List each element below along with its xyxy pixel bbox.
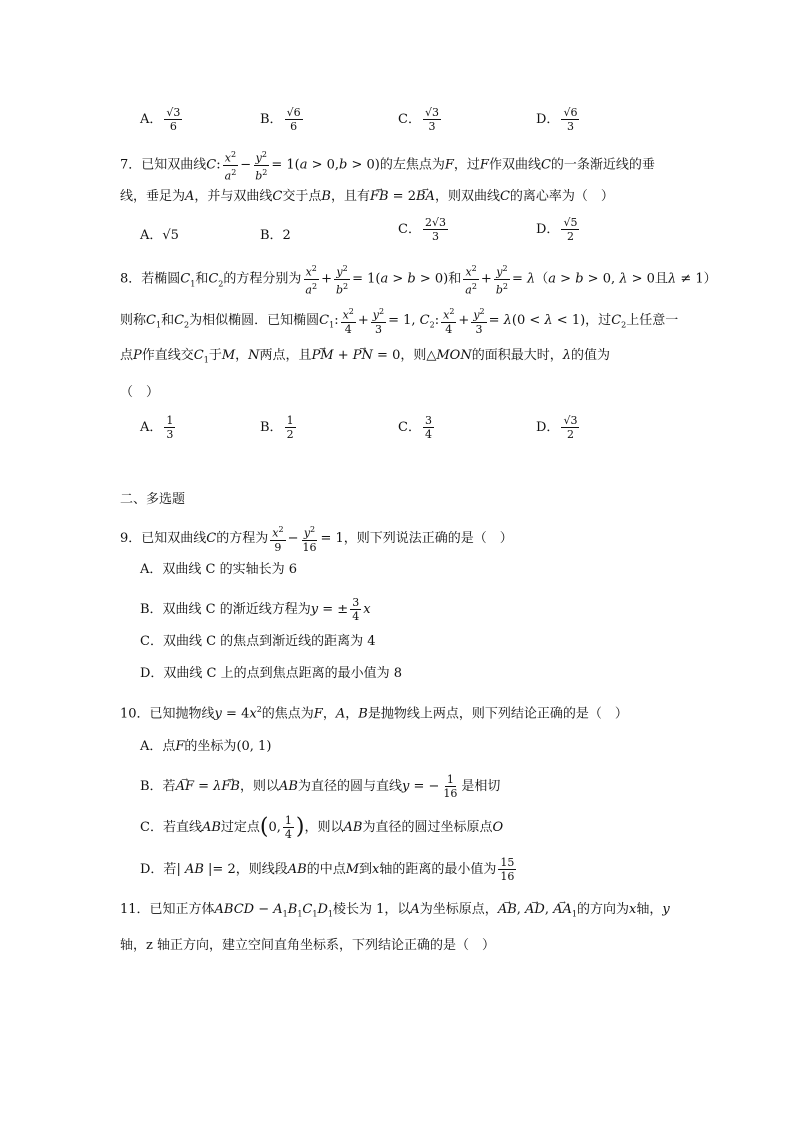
option-label: B． — [260, 112, 283, 127]
q10-stem: 10．已知抛物线$y = 4x^2$的焦点为F，A，B是抛物线上两点，则下列结论正确的是（ ） — [120, 705, 628, 722]
q9-option-b: B．双曲线 C 的渐近线方程为y = ± $\frac{3}{4}$ x — [140, 596, 371, 623]
q6-option-a — [140, 106, 184, 133]
fraction: $\frac{√3}{2}$ — [563, 414, 578, 441]
fraction: $\frac{x^2}{a^2}$ — [224, 150, 237, 183]
fraction: $\frac{x^2}{4}$ — [443, 307, 455, 336]
fraction: $\frac{y^2}{16}$ — [302, 525, 317, 554]
q9-option-c: C．双曲线 C 的焦点到渐近线的距离为 4 — [140, 634, 376, 649]
q8-option-d: D． $\frac{√3}{2}$ — [536, 414, 578, 441]
q6-option-b — [260, 106, 305, 133]
fraction: $\frac{x^2}{9}$ — [272, 525, 284, 554]
fraction: $\frac{1}{3}$ — [166, 414, 174, 441]
q8-stem-line4: （ ） — [120, 385, 160, 400]
fraction: $\frac{y^2}{3}$ — [372, 307, 385, 336]
section-heading: 二、多选题 — [120, 492, 186, 507]
q8-option-a: A． $\frac{1}{3}$ — [140, 414, 174, 441]
q6-option-d — [536, 106, 581, 133]
fraction: $\frac{1}{2}$ — [286, 414, 294, 441]
fraction: $\frac{x^2}{a^2}$ — [305, 264, 318, 297]
option-label: A． — [140, 112, 163, 127]
q7-option-d: D． $\frac{√5}{2}$ — [536, 216, 578, 243]
q9-option-a: A．双曲线 C 的实轴长为 6 — [140, 562, 298, 577]
fraction: $\frac{3}{4}$ — [352, 596, 360, 623]
q10-option-c: C．若直线AB过定点(0, $\frac{1}{4}$ )，则以AB为直径的圆过坐标原点O — [140, 814, 504, 841]
fraction: $\frac{y^2}{3}$ — [473, 307, 485, 336]
q7-option-a: A．√5 — [140, 228, 179, 243]
q7-stem-line1: 7．已知双曲线C: $\frac{x^2}{a^2}$ − $\frac{y^2}{b^2}$ = 1(a > 0,b > 0)的左焦点为F，过F作双曲线C的一条渐近线的垂 — [120, 150, 655, 183]
fraction: $\frac{1}{4}$ — [284, 814, 292, 841]
fraction: $\frac{√5}{2}$ — [563, 216, 578, 243]
q8-stem-line2: 则称$C_1$和$C_2$为相似椭圆．已知椭圆$C_1$: $\frac{x^2}{4}$ + $\frac{y^2}{3}$ = 1, $C_2$: $\frac{x^2}{4}$ + $\frac{y^2}{3}$ = λ(0 < λ < 1)，过$C_2$上任意一 — [120, 307, 679, 336]
q7-option-b: B．2 — [260, 228, 291, 243]
q10-option-d: D．若| AB |= 2，则线段AB的中点M到x轴的距离的最小值为 $\frac{15}{16}$ — [140, 856, 515, 883]
q11-stem-line1: 11．已知正方体ABCD − $A_1B_1C_1D_1$棱长为 1，以A为坐标原点，→ AB, → AD, → $AA_1$的方向为x轴，y — [120, 900, 670, 925]
q9-stem: 9．已知双曲线C的方程为 $\frac{x^2}{9}$ − $\frac{y^2}{16}$ = 1，则下列说法正确的是（ ） — [120, 525, 513, 554]
q6-option-c — [398, 106, 443, 133]
q10-option-b: B．若→ AF = λ→ FB，则以AB为直径的圆与直线y = − $\frac{1}{16}$ 是相切 — [140, 773, 500, 800]
q7-option-c: C． $\frac{2√3}{3}$ — [398, 216, 446, 243]
fraction: $\frac{y^2}{b^2}$ — [495, 264, 508, 297]
fraction: $\frac{y^2}{b^2}$ — [335, 264, 349, 297]
fraction: $\frac{√6}{6}$ — [286, 106, 301, 133]
fraction: $\frac{√3}{6}$ — [166, 106, 181, 133]
q10-option-a: A．点F的坐标为(0, 1) — [140, 739, 272, 754]
q8-stem-line3: 点P作直线交$C_1$于M，N两点，且→ PM + → PN = 0，则△MON的面积最大时，λ的值为 — [120, 346, 610, 371]
option-label: D． — [536, 112, 560, 127]
q8-stem-line1: 8．若椭圆$C_1$和$C_2$的方程分别为 $\frac{x^2}{a^2}$ + $\frac{y^2}{b^2}$ = 1(a > b > 0)和 $\frac{x^2}{a^2}$ + $\frac{y^2}{b^2}$ = λ（a > b > 0, λ > 0且λ ≠ 1） — [120, 264, 717, 297]
fraction: $\frac{√3}{3}$ — [424, 106, 439, 133]
q8-option-b: B． $\frac{1}{2}$ — [260, 414, 294, 441]
q8-option-c: C． $\frac{3}{4}$ — [398, 414, 432, 441]
fraction: $\frac{2√3}{3}$ — [424, 216, 446, 243]
q7-stem-line2: 线，垂足为A，并与双曲线C交于点B，且有→ FB = 2→ BA，则双曲线C的离心率为（ ） — [120, 187, 614, 207]
fraction: $\frac{x^2}{4}$ — [342, 307, 354, 336]
q9-option-d: D．双曲线 C 上的点到焦点距离的最小值为 8 — [140, 666, 403, 681]
option-label: C． — [398, 112, 421, 127]
fraction: $\frac{y^2}{b^2}$ — [255, 150, 268, 183]
fraction: $\frac{x^2}{a^2}$ — [465, 264, 477, 297]
q11-stem-line2: 轴，z 轴正方向，建立空间直角坐标系，下列结论正确的是（ ） — [120, 938, 495, 953]
fraction: $\frac{√6}{3}$ — [563, 106, 578, 133]
fraction: $\frac{15}{16}$ — [500, 856, 515, 883]
fraction: $\frac{3}{4}$ — [424, 414, 432, 441]
fraction: $\frac{1}{16}$ — [443, 773, 458, 800]
